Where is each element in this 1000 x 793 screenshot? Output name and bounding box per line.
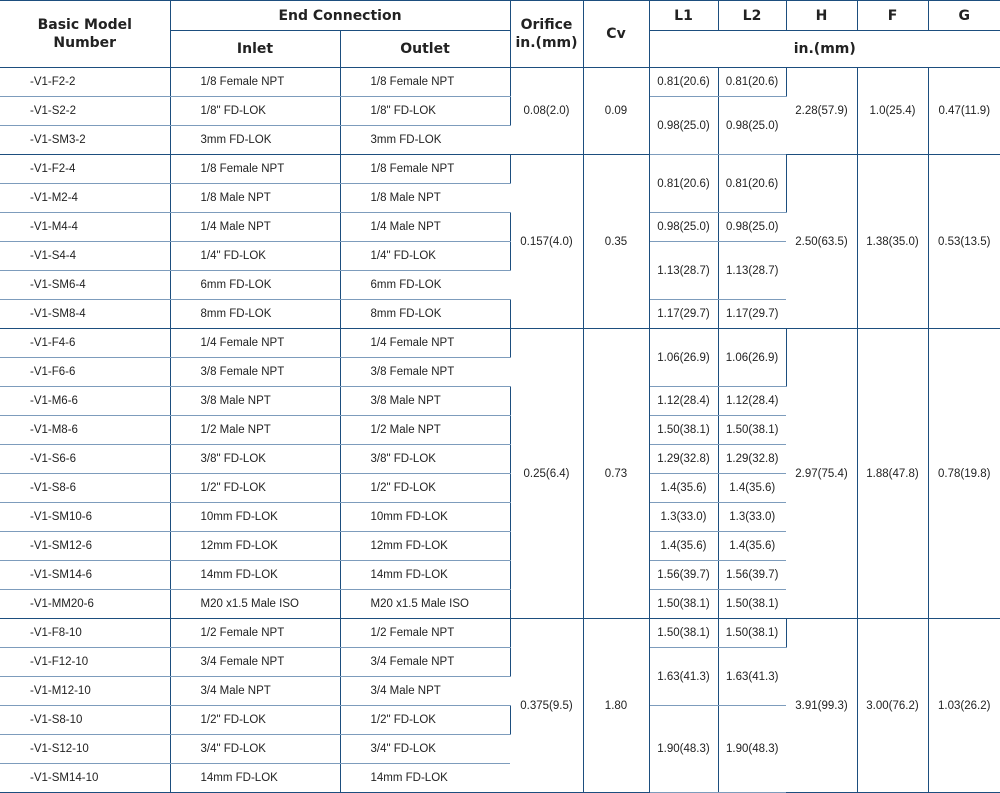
outlet-cell: 3/4 Female NPT (340, 648, 510, 677)
orifice-cell: 0.375(9.5) (510, 619, 583, 793)
header-units: in.(mm) (649, 31, 1000, 68)
l2-cell: 1.50(38.1) (718, 590, 786, 619)
outlet-cell: 1/8" FD-LOK (340, 97, 510, 126)
g-cell: 0.47(11.9) (928, 68, 1000, 155)
model-number-cell: -V1-F4-6 (0, 329, 170, 358)
header-end-connection: End Connection (170, 1, 510, 31)
table-header (0, 1, 1000, 68)
l2-cell: 1.3(33.0) (718, 503, 786, 532)
inlet-cell: 1/8 Female NPT (170, 68, 340, 97)
outlet-cell: 14mm FD-LOK (340, 561, 510, 590)
l2-cell: 1.17(29.7) (718, 300, 786, 329)
l1-cell: 1.50(38.1) (649, 619, 718, 648)
model-number-cell: -V1-SM6-4 (0, 271, 170, 300)
inlet-cell: 1/8 Female NPT (170, 155, 340, 184)
l2-cell: 1.56(39.7) (718, 561, 786, 590)
inlet-cell: 1/8" FD-LOK (170, 97, 340, 126)
l1-cell: 1.50(38.1) (649, 416, 718, 445)
model-number-cell: -V1-SM14-10 (0, 764, 170, 793)
inlet-cell: 1/8 Male NPT (170, 184, 340, 213)
model-number-cell: -V1-M8-6 (0, 416, 170, 445)
l2-cell: 1.4(35.6) (718, 532, 786, 561)
l1-cell: 1.63(41.3) (649, 648, 718, 706)
model-number-cell: -V1-M6-6 (0, 387, 170, 416)
model-number-cell: -V1-S8-10 (0, 706, 170, 735)
model-number-cell: -V1-S2-2 (0, 97, 170, 126)
l1-cell: 1.13(28.7) (649, 242, 718, 300)
outlet-cell: 3/4" FD-LOK (340, 735, 510, 764)
inlet-cell: 1/4" FD-LOK (170, 242, 340, 271)
outlet-cell: 1/4 Male NPT (340, 213, 510, 242)
l1-cell: 1.17(29.7) (649, 300, 718, 329)
outlet-cell: 6mm FD-LOK (340, 271, 510, 300)
orifice-cell: 0.08(2.0) (510, 68, 583, 155)
model-number-cell: -V1-F2-2 (0, 68, 170, 97)
f-cell: 1.0(25.4) (857, 68, 928, 155)
model-number-cell: -V1-M4-4 (0, 213, 170, 242)
inlet-cell: 10mm FD-LOK (170, 503, 340, 532)
l2-cell: 1.06(26.9) (718, 329, 786, 387)
l1-cell: 1.4(35.6) (649, 474, 718, 503)
header-g: G (928, 1, 1000, 31)
l1-cell: 1.12(28.4) (649, 387, 718, 416)
inlet-cell: 3/8 Female NPT (170, 358, 340, 387)
l1-cell: 1.50(38.1) (649, 590, 718, 619)
header-l2: L2 (718, 1, 786, 31)
inlet-cell: 1/2" FD-LOK (170, 706, 340, 735)
l1-cell: 1.90(48.3) (649, 706, 718, 793)
outlet-cell: 1/2" FD-LOK (340, 474, 510, 503)
h-cell: 3.91(99.3) (786, 619, 857, 793)
l2-cell: 0.81(20.6) (718, 155, 786, 213)
cv-cell: 0.73 (583, 329, 649, 619)
inlet-cell: 12mm FD-LOK (170, 532, 340, 561)
l1-cell: 0.98(25.0) (649, 97, 718, 155)
header-h: H (786, 1, 857, 31)
l1-cell: 1.3(33.0) (649, 503, 718, 532)
inlet-cell: 6mm FD-LOK (170, 271, 340, 300)
h-cell: 2.97(75.4) (786, 329, 857, 619)
inlet-cell: 1/4 Male NPT (170, 213, 340, 242)
inlet-cell: 3/4" FD-LOK (170, 735, 340, 764)
f-cell: 3.00(76.2) (857, 619, 928, 793)
l2-cell: 0.98(25.0) (718, 97, 786, 155)
inlet-cell: 14mm FD-LOK (170, 764, 340, 793)
outlet-cell: 14mm FD-LOK (340, 764, 510, 793)
inlet-cell: 3/4 Female NPT (170, 648, 340, 677)
l2-cell: 1.13(28.7) (718, 242, 786, 300)
l1-cell: 1.06(26.9) (649, 329, 718, 387)
model-number-cell: -V1-SM3-2 (0, 126, 170, 155)
l2-cell: 1.29(32.8) (718, 445, 786, 474)
outlet-cell: 1/4 Female NPT (340, 329, 510, 358)
f-cell: 1.38(35.0) (857, 155, 928, 329)
header-cv: Cv (583, 1, 649, 68)
outlet-cell: 3/8" FD-LOK (340, 445, 510, 474)
inlet-cell: 3/4 Male NPT (170, 677, 340, 706)
h-cell: 2.50(63.5) (786, 155, 857, 329)
inlet-cell: 3/8 Male NPT (170, 387, 340, 416)
model-number-cell: -V1-S8-6 (0, 474, 170, 503)
outlet-cell: 10mm FD-LOK (340, 503, 510, 532)
model-number-cell: -V1-S4-4 (0, 242, 170, 271)
outlet-cell: 1/8 Female NPT (340, 155, 510, 184)
outlet-cell: 1/2 Female NPT (340, 619, 510, 648)
inlet-cell: M20 x1.5 Male ISO (170, 590, 340, 619)
model-number-cell: -V1-SM10-6 (0, 503, 170, 532)
outlet-cell: 1/2 Male NPT (340, 416, 510, 445)
table-row (0, 68, 1000, 97)
l1-cell: 0.81(20.6) (649, 155, 718, 213)
header-inlet: Inlet (170, 31, 340, 68)
inlet-cell: 3mm FD-LOK (170, 126, 340, 155)
outlet-cell: 1/2" FD-LOK (340, 706, 510, 735)
l1-cell: 0.98(25.0) (649, 213, 718, 242)
model-number-cell: -V1-F2-4 (0, 155, 170, 184)
l2-cell: 1.50(38.1) (718, 619, 786, 648)
cv-cell: 0.09 (583, 68, 649, 155)
table-row (0, 329, 1000, 358)
model-number-cell: -V1-F8-10 (0, 619, 170, 648)
model-number-cell: -V1-MM20-6 (0, 590, 170, 619)
outlet-cell: 1/8 Female NPT (340, 68, 510, 97)
l2-cell: 1.12(28.4) (718, 387, 786, 416)
outlet-cell: 3/4 Male NPT (340, 677, 510, 706)
header-orifice: Orifice in.(mm) (510, 1, 583, 68)
outlet-cell: 12mm FD-LOK (340, 532, 510, 561)
header-outlet: Outlet (340, 31, 510, 68)
outlet-cell: 3mm FD-LOK (340, 126, 510, 155)
cv-cell: 1.80 (583, 619, 649, 793)
l2-cell: 1.50(38.1) (718, 416, 786, 445)
model-number-cell: -V1-F12-10 (0, 648, 170, 677)
inlet-cell: 1/2 Female NPT (170, 619, 340, 648)
outlet-cell: 1/8 Male NPT (340, 184, 510, 213)
model-number-cell: -V1-M12-10 (0, 677, 170, 706)
inlet-cell: 1/2" FD-LOK (170, 474, 340, 503)
f-cell: 1.88(47.8) (857, 329, 928, 619)
table-row (0, 155, 1000, 184)
model-number-cell: -V1-S12-10 (0, 735, 170, 764)
l1-cell: 0.81(20.6) (649, 68, 718, 97)
h-cell: 2.28(57.9) (786, 68, 857, 155)
l2-cell: 0.98(25.0) (718, 213, 786, 242)
model-number-cell: -V1-SM12-6 (0, 532, 170, 561)
inlet-cell: 14mm FD-LOK (170, 561, 340, 590)
inlet-cell: 8mm FD-LOK (170, 300, 340, 329)
l1-cell: 1.29(32.8) (649, 445, 718, 474)
outlet-cell: 3/8 Male NPT (340, 387, 510, 416)
g-cell: 0.53(13.5) (928, 155, 1000, 329)
table-row (0, 619, 1000, 648)
l1-cell: 1.56(39.7) (649, 561, 718, 590)
outlet-cell: 8mm FD-LOK (340, 300, 510, 329)
orifice-cell: 0.25(6.4) (510, 329, 583, 619)
outlet-cell: 3/8 Female NPT (340, 358, 510, 387)
g-cell: 1.03(26.2) (928, 619, 1000, 793)
outlet-cell: 1/4" FD-LOK (340, 242, 510, 271)
header-l1: L1 (649, 1, 718, 31)
cv-cell: 0.35 (583, 155, 649, 329)
inlet-cell: 1/2 Male NPT (170, 416, 340, 445)
model-number-cell: -V1-F6-6 (0, 358, 170, 387)
inlet-cell: 3/8" FD-LOK (170, 445, 340, 474)
l2-cell: 0.81(20.6) (718, 68, 786, 97)
orifice-cell: 0.157(4.0) (510, 155, 583, 329)
header-model-number: Basic Model Number (0, 1, 170, 68)
l2-cell: 1.90(48.3) (718, 706, 786, 793)
l2-cell: 1.63(41.3) (718, 648, 786, 706)
l1-cell: 1.4(35.6) (649, 532, 718, 561)
outlet-cell: M20 x1.5 Male ISO (340, 590, 510, 619)
g-cell: 0.78(19.8) (928, 329, 1000, 619)
model-number-cell: -V1-M2-4 (0, 184, 170, 213)
header-f: F (857, 1, 928, 31)
l2-cell: 1.4(35.6) (718, 474, 786, 503)
table-body (0, 68, 1000, 793)
model-number-cell: -V1-S6-6 (0, 445, 170, 474)
inlet-cell: 1/4 Female NPT (170, 329, 340, 358)
model-number-cell: -V1-SM14-6 (0, 561, 170, 590)
model-number-cell: -V1-SM8-4 (0, 300, 170, 329)
